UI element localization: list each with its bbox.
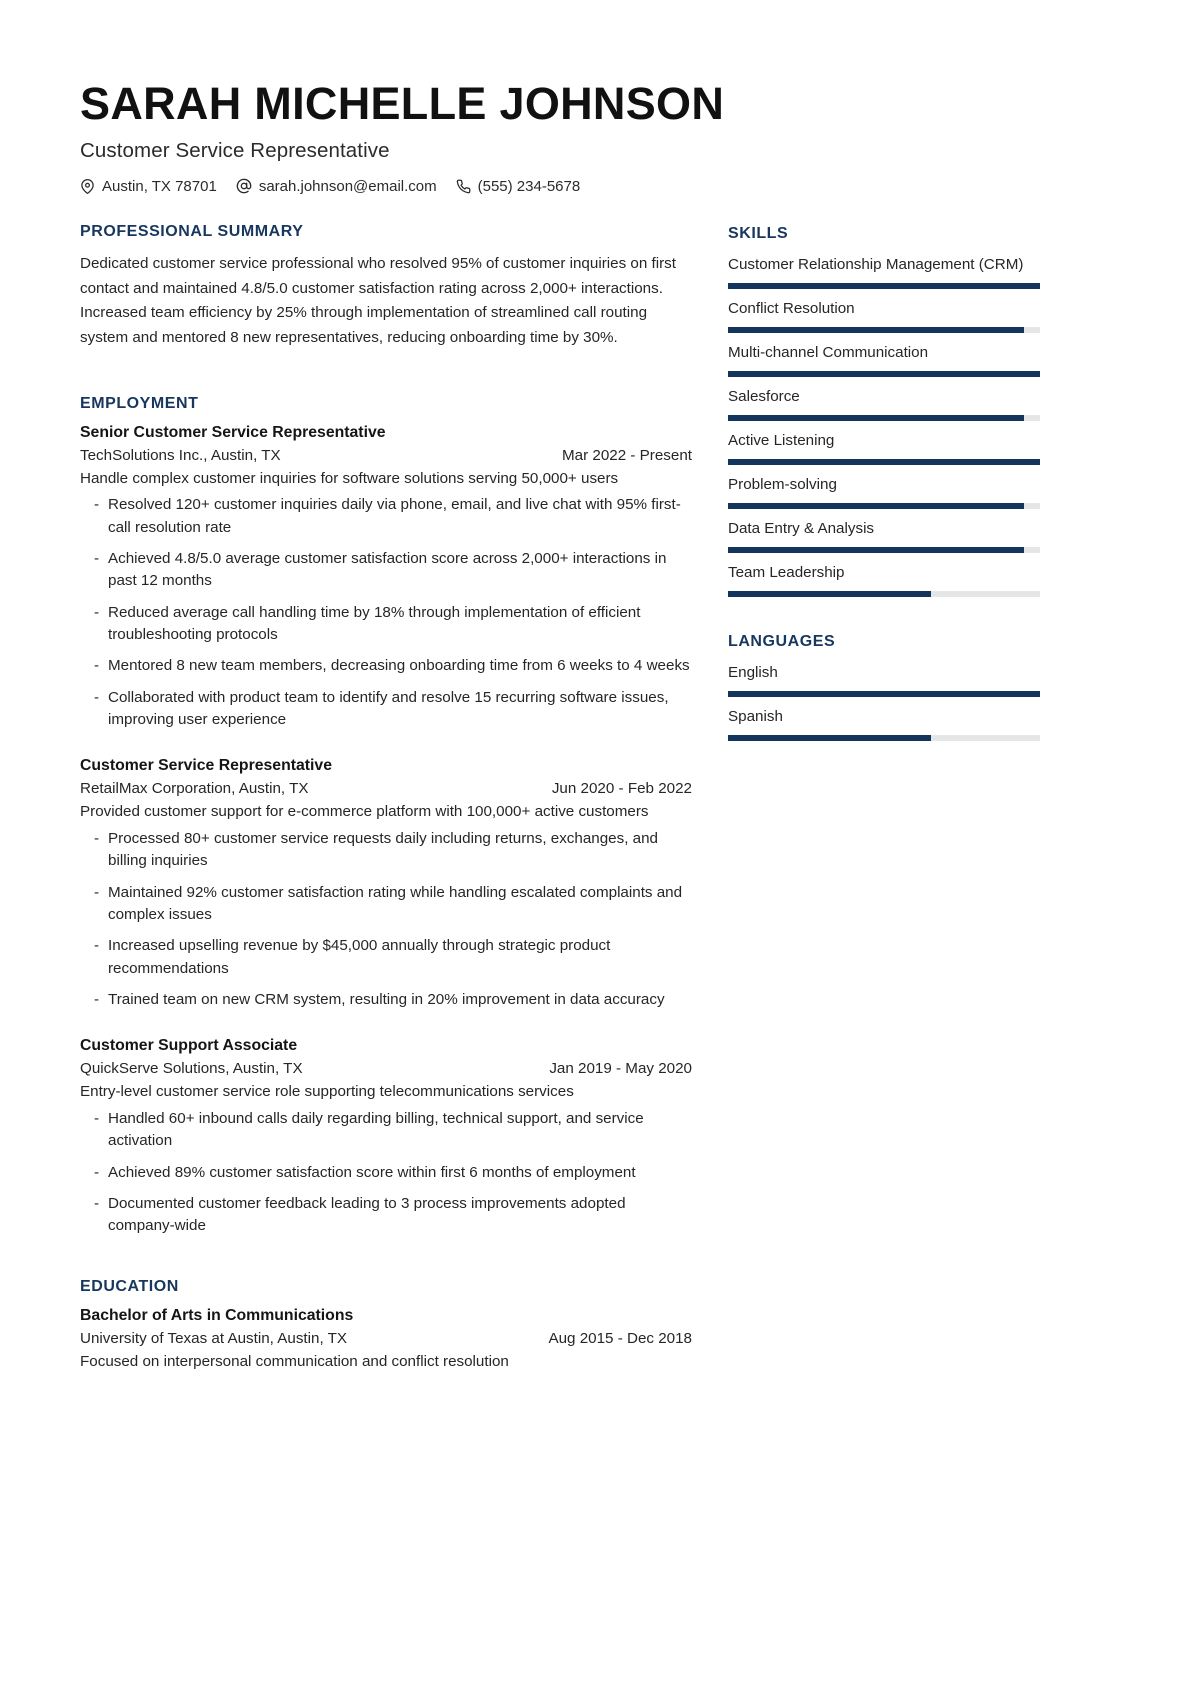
employment-entry — [80, 757, 692, 1011]
contact-phone — [456, 178, 581, 195]
section-professional-summary — [80, 223, 692, 351]
language-name: English — [728, 664, 778, 681]
skill-name: Salesforce — [728, 387, 800, 405]
job-bullet: - Mentored 8 new team members, decreasing onboarding time from 6 weeks to 4 weeks — [80, 655, 692, 677]
job-bullet: - Documented customer feedback leading to 3 process improvements adopted company-wide — [80, 1193, 692, 1238]
job-bullet: - Collaborated with product team to identify and resolve 15 recurring software issues, improving user experience — [80, 687, 692, 732]
skill-name: Problem-solving — [728, 475, 837, 493]
job-dates: Mar 2022 - Present — [562, 446, 692, 464]
skill-level-bar — [728, 371, 1040, 377]
job-meta — [80, 1060, 692, 1077]
skills-heading: SKILLS — [728, 224, 789, 242]
job-bullets — [80, 828, 692, 1011]
skill-level-fill — [728, 283, 1040, 289]
language-name: Spanish — [728, 708, 783, 726]
location-pin-icon — [80, 179, 95, 194]
skill-name: Multi-channel Communication — [728, 343, 929, 361]
job-bullet: - Reduced average call handling time by 18% through implementation of efficient troubleshooting protocols — [80, 602, 692, 647]
job-dates: Jun 2020 - Feb 2022 — [551, 780, 692, 798]
employment-entry — [80, 1037, 692, 1237]
summary-heading: PROFESSIONAL SUMMARY — [80, 222, 304, 240]
education-degree: Bachelor of Arts in Communications — [80, 1306, 354, 1324]
job-bullet: - Handled 60+ inbound calls daily regarding billing, technical support, and service activation — [80, 1108, 692, 1153]
job-bullet: - Resolved 120+ customer inquiries daily via phone, email, and live chat with 95% first-call resolution rate — [80, 494, 692, 539]
skill-level-bar — [728, 283, 1040, 289]
skill-level-bar — [728, 591, 1040, 597]
resume-body — [80, 223, 1124, 1410]
language-level-bar — [728, 691, 1040, 697]
skill-level-bar — [728, 459, 1040, 465]
skill-name: Data Entry & Analysis — [728, 519, 875, 537]
education-heading: EDUCATION — [80, 1277, 179, 1295]
job-description: Provided customer support for e-commerce platform with 100,000+ active customers — [80, 803, 649, 821]
job-position: Customer Service Representative — [80, 757, 332, 775]
job-company: QuickServe Solutions, Austin, TX — [80, 1060, 303, 1078]
section-skills — [728, 225, 1040, 597]
job-bullet: - Trained team on new CRM system, resulting in 20% improvement in data accuracy — [80, 989, 692, 1011]
sidebar-column — [728, 223, 1040, 777]
education-entry — [80, 1307, 692, 1374]
skill-level-fill — [728, 503, 1024, 509]
section-education — [80, 1278, 692, 1374]
resume-header — [80, 78, 1124, 195]
skill-level-fill — [728, 547, 1024, 553]
job-bullets — [80, 494, 692, 731]
job-bullet: - Increased upselling revenue by $45,000 annually through strategic product recommendations — [80, 935, 692, 980]
candidate-name: SARAH MICHELLE JOHNSON — [80, 78, 725, 129]
section-languages — [728, 633, 1040, 741]
skill-item — [728, 518, 1040, 553]
at-sign-icon — [236, 178, 252, 194]
job-company: TechSolutions Inc., Austin, TX — [80, 446, 281, 464]
candidate-job-title: Customer Service Representative — [80, 138, 390, 162]
skill-item — [728, 430, 1040, 465]
job-description: Handle complex customer inquiries for software solutions serving 50,000+ users — [80, 469, 619, 487]
main-column — [80, 223, 692, 1410]
language-level-fill — [728, 691, 1040, 697]
skill-level-fill — [728, 415, 1024, 421]
language-level-bar — [728, 735, 1040, 741]
skill-name: Team Leadership — [728, 563, 845, 581]
job-meta — [80, 447, 692, 464]
skill-name: Customer Relationship Management (CRM) — [728, 255, 1024, 273]
job-bullet: - Maintained 92% customer satisfaction rating while handling escalated complaints and complex issues — [80, 882, 692, 927]
contact-email — [236, 178, 437, 195]
language-item — [728, 662, 1040, 697]
contact-phone-text: (555) 234-5678 — [477, 177, 581, 195]
summary-text: Dedicated customer service professional who resolved 95% of customer inquiries on first contact and maintained 4.8/5.0 customer satisfaction rating across 2,000+ interactions. Increased team efficiency by 25% through implementation of streamlined call routing system and mentored 8 new representatives, reducing onboarding time by 30%. — [80, 254, 676, 347]
skill-level-bar — [728, 547, 1040, 553]
section-employment — [80, 395, 692, 1238]
skill-item — [728, 474, 1040, 509]
education-description: Focused on interpersonal communication and conflict resolution — [80, 1352, 509, 1370]
skill-name: Active Listening — [728, 431, 835, 449]
languages-heading: LANGUAGES — [728, 633, 836, 650]
skill-item — [728, 298, 1040, 333]
skill-item — [728, 562, 1040, 597]
skill-level-fill — [728, 459, 1040, 465]
skill-item — [728, 342, 1040, 377]
job-company: RetailMax Corporation, Austin, TX — [80, 780, 309, 798]
skill-level-fill — [728, 591, 931, 597]
language-item — [728, 706, 1040, 741]
job-position: Senior Customer Service Representative — [80, 423, 386, 441]
skill-level-bar — [728, 415, 1040, 421]
skill-item — [728, 386, 1040, 421]
language-level-fill — [728, 735, 931, 741]
contact-location — [80, 178, 217, 195]
job-description: Entry-level customer service role supporting telecommunications services — [80, 1083, 574, 1101]
job-meta — [80, 780, 692, 797]
contact-row — [80, 178, 1124, 195]
job-bullets — [80, 1108, 692, 1238]
contact-location-text: Austin, TX 78701 — [102, 177, 217, 195]
job-bullet: - Achieved 89% customer satisfaction score within first 6 months of employment — [80, 1162, 692, 1184]
job-bullet: - Processed 80+ customer service requests daily including returns, exchanges, and billing inquiries — [80, 828, 692, 873]
skill-level-fill — [728, 327, 1024, 333]
education-dates: Aug 2015 - Dec 2018 — [548, 1329, 692, 1347]
job-position: Customer Support Associate — [80, 1037, 298, 1055]
skill-name: Conflict Resolution — [728, 299, 855, 317]
skill-level-fill — [728, 371, 1040, 377]
job-dates: Jan 2019 - May 2020 — [549, 1060, 692, 1078]
skill-item — [728, 254, 1040, 289]
education-meta — [80, 1330, 692, 1347]
phone-icon — [456, 179, 471, 194]
skill-level-bar — [728, 503, 1040, 509]
employment-heading: EMPLOYMENT — [80, 394, 199, 412]
employment-entry — [80, 424, 692, 732]
skill-level-bar — [728, 327, 1040, 333]
contact-email-text: sarah.johnson@email.com — [258, 177, 437, 195]
job-bullet: - Achieved 4.8/5.0 average customer satisfaction score across 2,000+ interactions in past 12 months — [80, 548, 692, 593]
education-school: University of Texas at Austin, Austin, TX — [80, 1329, 348, 1347]
